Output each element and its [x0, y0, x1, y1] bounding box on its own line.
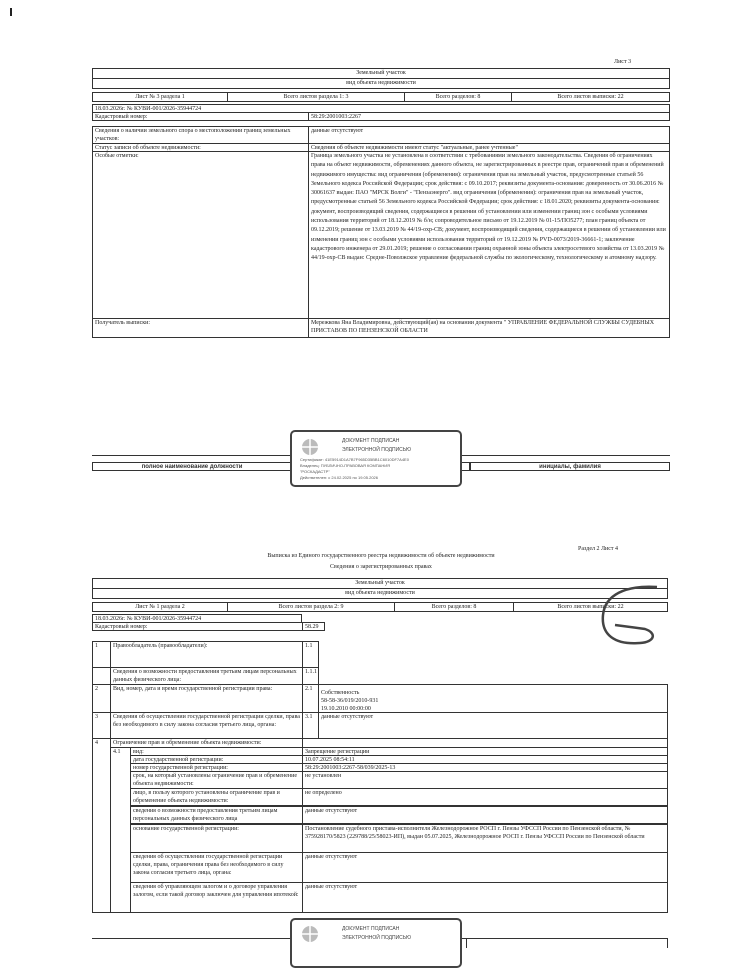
row-number-empty — [92, 667, 111, 685]
paperclip-icon — [595, 585, 665, 715]
right-registration-label: Вид, номер, дата и время государственной регистрации права: — [110, 684, 303, 713]
cadastral-value: 58:29:2001003:2267 — [308, 112, 670, 121]
e-signature-stamp — [290, 430, 462, 487]
cadastral-value: 58.29 — [302, 622, 325, 631]
object-type: Земельный участок — [92, 68, 670, 79]
encumbrance-field-value: не определено — [302, 788, 668, 806]
row-subnumber: 4.1 — [110, 747, 131, 913]
encumbrance-field-value: данные отсутствуют — [302, 806, 668, 824]
encumbrance-field-value: данные отсутствуют — [302, 882, 668, 913]
sheets-in-section: Всего листов раздела 1: 3 — [227, 92, 405, 102]
recipient-value: Мережкова Яна Владимировна, действующий(ая) на основании документа " УПРАВЛЕНИЕ ФЕДЕРАЛЬНОЙ СЛУЖБЫ СУДЕБНЫХ ПРИСТАВОВ ПО ПЕНЗЕНСКОЙ ОБЛАСТИ — [308, 318, 670, 338]
stamp-subtitle: ЭЛЕКТРОННОЙ ПОДПИСЬЮ — [342, 935, 412, 941]
encumbrance-label: Ограничение прав и обременение объекта недвижимости: — [110, 738, 303, 748]
stamp-certificate: Сертификат: 41E5914D1A7B7F965D35BB1C6010DF7A4E0 — [300, 457, 409, 462]
encumbrance-field-label: дата государственной регистрации: — [130, 755, 303, 764]
e-signature-stamp — [290, 918, 462, 968]
object-type-caption: вид объекта недвижимости — [92, 588, 668, 599]
cadastral-label: Кадастровый номер: — [92, 622, 303, 631]
signature-name-caption: инициалы, фамилия — [470, 462, 670, 471]
sheets-total: Всего листов выписки: 22 — [513, 602, 668, 612]
stamp-title: ДОКУМЕНТ ПОДПИСАН — [342, 438, 400, 444]
encumbrance-field-value: Постановление судебного пристава-исполнителя Железнодорожное РОСП г. Пензы УФССП России по Пензенской области, № 375928170/5823 (229788/25/58023-ИП), выдан 05.07.2025, Железнодорожное РОСП г. Пензы УФССП России по Пензенской области — [302, 824, 668, 853]
sheets-in-section: Всего листов раздела 2: 9 — [227, 602, 395, 612]
row-subnumber: 1.1.1 — [302, 667, 319, 685]
sheet-number: Лист 3 — [614, 59, 632, 65]
row-number: 2 — [92, 684, 111, 713]
stamp-owner-2: "РОСКАДАСТР" — [300, 469, 330, 474]
transaction-value: данные отсутствуют — [318, 712, 668, 739]
extract-date-number: 18.03.2026г. № КУВИ-001/2026-35944724 — [92, 614, 302, 623]
sheet-number: Раздел 2 Лист 4 — [578, 546, 619, 552]
owner-label: Правообладатель (правообладатели): — [110, 641, 303, 668]
stamp-owner: Владелец: ПУБЛИЧНО-ПРАВОВАЯ КОМПАНИЯ — [300, 463, 390, 468]
special-notes-value: Граница земельного участка не установлена в соответствии с требованиями земельного законодательства. Сведения об ограничениях права на объект недвижимости, обременениях данного объекта, не зарегистрированных в реестре прав, ограничений прав и обременений недвижимого имущества: вид ограничения (обременения): ограничения прав на земельный участок, предусмотренные статьей 56 Земельного кодекса Российской Федерации; срок действия: с 09.10.2017; реквизиты документа-основания: доверенность от 30.06.2016 № 30061637 выдан: ПАО "МРСК Волги" - "Пензаэнерго". вид ограничения (обременения): ограничения прав на земельный участок, предусмотренные статьей 56 Земельного кодекса Российской Федерации; срок действия: с 18.01.2020; реквизиты документа-основания: документ, воспроизводящий сведения, содержащиеся в решении об установлении или изменении границ зон с особыми условиями использования территорий от 18.12.2019 № б/н; сопроводительное письмо от 19.12.2019 № 01-15/ПО5277; план границ объекта от 09.12.2019; решение от 13.03.2019 № 44/19-охр-СВ; документ, воспроизводящий сведения, содержащиеся в решении об установлении или изменении границ зон с особыми условиями использования территорий от 19.12.2019 № PVD-0073/2019-36661-1; заключение кадастрового инженера от 29.01.2019; решение о согласовании границ охранной зоны объекта электросетевого хозяйства от 13.03.2019 № 44/19-охр-СВ выдан: Средне-Поволжское управление федеральной службы по экологическому, технологическому и атомному надзору. — [308, 151, 670, 319]
special-notes-label: Особые отметки: — [92, 151, 309, 319]
right-number: 58-58-36/019/2010-931 — [321, 698, 379, 704]
right-type: Собственность — [321, 690, 360, 696]
encumbrance-field-label: срок, на который установлены ограничение прав и обременение объекта недвижимости: — [130, 771, 303, 789]
row-number: 1 — [92, 641, 111, 668]
divider — [466, 938, 467, 948]
encumbrance-field-value: 58:29:2001003:2267-58/039/2025-13 — [302, 763, 668, 772]
status-label: Статус записи об объекте недвижимости: — [92, 143, 309, 152]
status-value: Сведения об объекте недвижимости имеют статус "актуальные, ранее учтенные" — [308, 143, 670, 152]
encumbrance-field-label: лицо, в пользу которого установлены ограничение прав и обременение объекта недвижимости: — [130, 788, 303, 806]
dispute-label: Сведения о наличии земельного спора о местоположении границ земельных участков: — [92, 126, 309, 144]
divider — [667, 938, 668, 948]
encumbrance-field-value: 10.07.2025 08:54:11 — [302, 755, 668, 764]
encumbrance-field-value: не установлен — [302, 771, 668, 789]
right-date: 19.10.2010 00:00:00 — [321, 706, 371, 712]
row-subnumber: 2.1 — [302, 684, 319, 713]
cadastral-label: Кадастровый номер: — [92, 112, 309, 121]
emblem-icon — [300, 924, 320, 946]
sections-total: Всего разделов: 8 — [404, 92, 512, 102]
emblem-icon — [300, 437, 320, 459]
encumbrance-field-label: сведения об управляющем залогом и о договоре управления залогом, если такой договор заключен для управления ипотекой: — [130, 882, 303, 913]
extract-date-number: 18.03.2026г. № КУВИ-001/2026-35944724 — [92, 104, 670, 113]
transaction-label: Сведения об осуществлении государственной регистрации сделки, права без необходимого в силу закона согласия третьего лица, органа: — [110, 712, 303, 739]
row-number: 4 — [92, 738, 111, 913]
signature-position-caption: полное наименование должности — [92, 462, 292, 471]
row-number: 3 — [92, 712, 111, 739]
stamp-title: ДОКУМЕНТ ПОДПИСАН — [342, 926, 400, 932]
row-subnumber: 3.1 — [302, 712, 319, 739]
encumbrance-field-label: номер государственной регистрации: — [130, 763, 303, 772]
sheet-no: Лист № 3 раздела 1 — [92, 92, 228, 102]
encumbrance-field-label: вид: — [130, 747, 303, 756]
sheets-total: Всего листов выписки: 22 — [511, 92, 670, 102]
stamp-subtitle: ЭЛЕКТРОННОЙ ПОДПИСЬЮ — [342, 447, 412, 453]
encumbrance-field-label: сведения об осуществлении государственной регистрации сделки, права, ограничения права без необходимого в силу закона согласия третьего лица, органа: — [130, 852, 303, 883]
encumbrance-field-value: данные отсутствуют — [302, 852, 668, 883]
sections-total: Всего разделов: 8 — [394, 602, 514, 612]
scan-mark — [10, 8, 12, 16]
object-type-caption: вид объекта недвижимости — [92, 78, 670, 89]
object-type: Земельный участок — [92, 578, 668, 589]
document-title: Выписка из Единого государственного реестра недвижимости об объекте недвижимости — [267, 553, 495, 559]
encumbrance-field-label: сведения о возможности предоставления третьим лицам персональных данных физического лица — [130, 806, 303, 824]
recipient-label: Получатель выписки: — [92, 318, 309, 338]
row-subnumber: 1.1 — [302, 641, 319, 668]
personal-data-label: Сведения о возможности предоставления третьим лицам персональных данных физического лица: — [110, 667, 303, 685]
stamp-validity: Действителен: с 24.02.2025 по 19.05.2026 — [300, 475, 378, 480]
dispute-value: данные отсутствуют — [308, 126, 670, 144]
document-subtitle: Сведения о зарегистрированных правах — [330, 564, 432, 570]
sheet-no: Лист № 1 раздела 2 — [92, 602, 228, 612]
encumbrance-field-label: основание государственной регистрации: — [130, 824, 303, 853]
encumbrance-field-value: Запрещение регистрации — [302, 747, 668, 756]
